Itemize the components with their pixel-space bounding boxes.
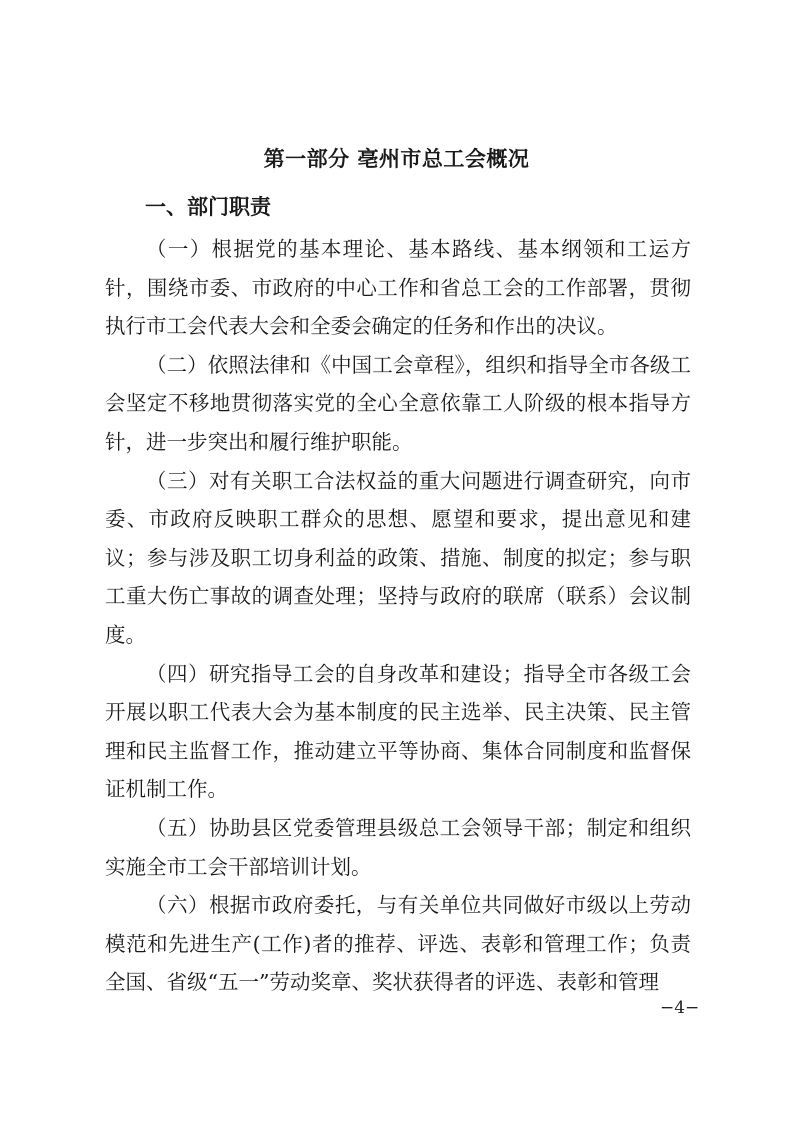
paragraph-3: （三）对有关职工合法权益的重大问题进行调查研究，向市委、市政府反映职工群众的思想、愿望和要求，提出意见和建议；参与涉及职工切身利益的政策、措施、制度的拟定；参与职工重大伤亡事故的调查处理；坚持与政府的联席（联系）会议制度。 bbox=[105, 468, 691, 647]
paragraph-5: （五）协助县区党委管理县级总工会领导干部；制定和组织实施全市工会干部培训计划。 bbox=[105, 815, 691, 879]
section-heading: 一、部门职责 bbox=[145, 195, 271, 219]
body-text bbox=[105, 230, 691, 1002]
page-number: −4− bbox=[660, 998, 700, 1018]
paragraph-1: （一）根据党的基本理论、基本路线、基本纲领和工运方针，围绕市委、市政府的中心工作和省总工会的工作部署，贯彻执行市工会代表大会和全委会确定的任务和作出的决议。 bbox=[105, 237, 691, 339]
paragraph-2: （二）依照法律和《中国工会章程》，组织和指导全市各级工会坚定不移地贯彻落实党的全心全意依靠工人阶级的根本指导方针，进一步突出和履行维护职能。 bbox=[105, 352, 691, 454]
paragraph-4: （四）研究指导工会的自身改革和建设；指导全市各级工会开展以职工代表大会为基本制度的民主选举、民主决策、民主管理和民主监督工作，推动建立平等协商、集体合同制度和监督保证机制工作。 bbox=[105, 661, 691, 802]
document-title: 第一部分 亳州市总工会概况 bbox=[263, 147, 530, 171]
paragraph-6: （六）根据市政府委托，与有关单位共同做好市级以上劳动模范和先进生产(工作)者的推荐、评选、表彰和管理工作；负责全国、省级“五一”劳动奖章、奖状获得者的评选、表彰和管理 bbox=[105, 893, 691, 995]
